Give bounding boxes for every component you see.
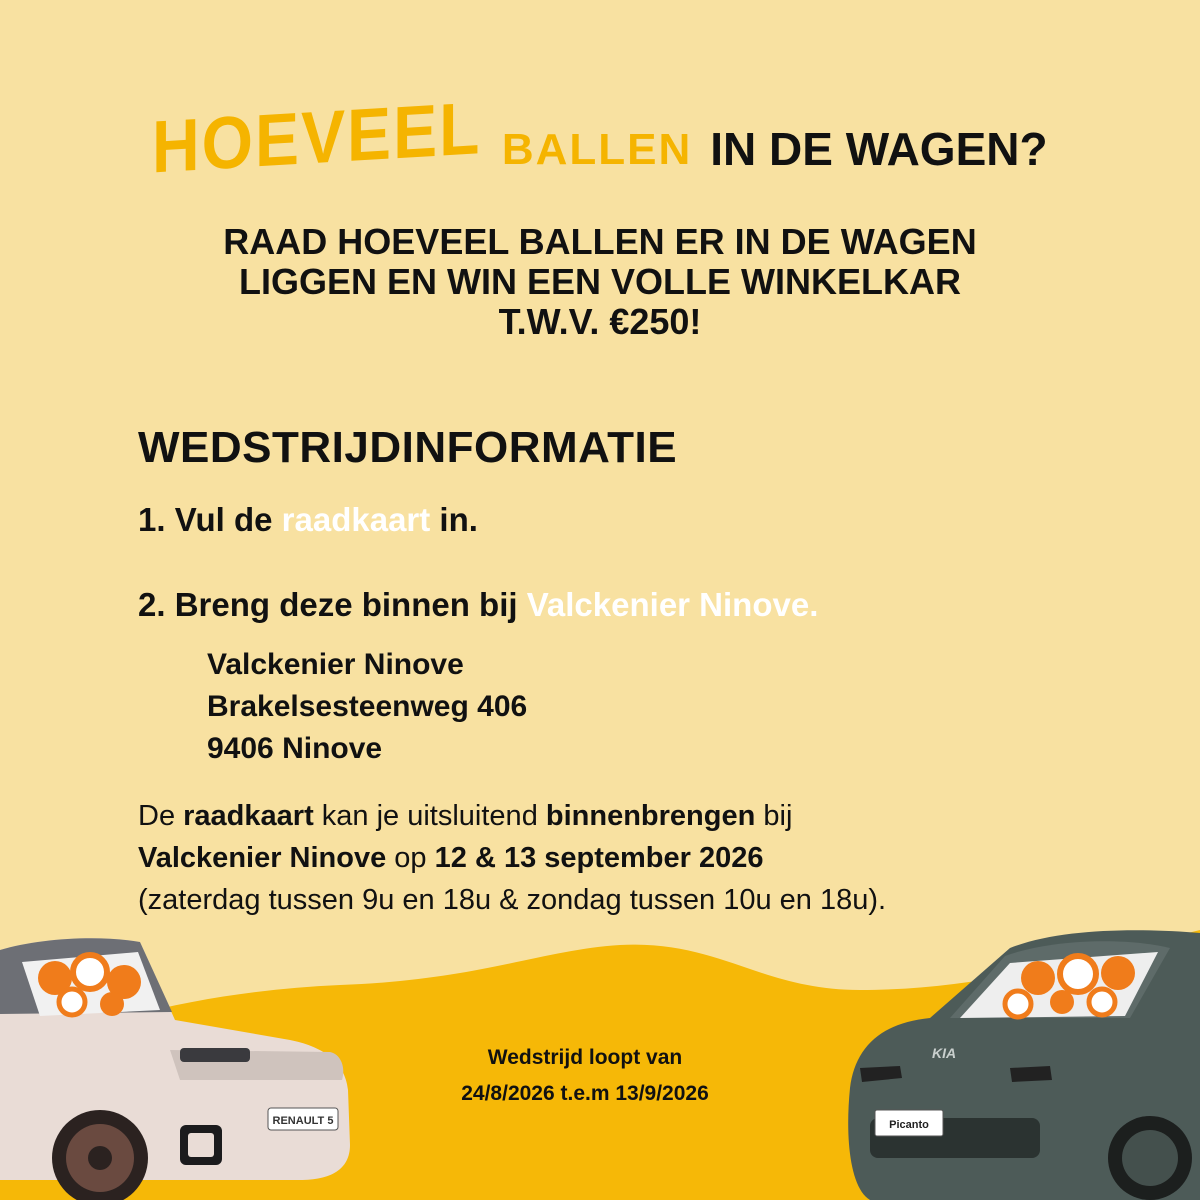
step-2-highlight: Valckenier Ninove. — [526, 586, 819, 623]
note-text: De — [138, 800, 184, 832]
headline-in-de-wagen: IN DE WAGEN? — [710, 123, 1048, 175]
address-line-3: 9406 Ninove — [207, 732, 383, 765]
period-line-2: 24/8/2026 t.e.m 13/9/2026 — [461, 1082, 709, 1105]
period-line-1: Wedstrijd loopt van — [487, 1046, 683, 1069]
submission-note — [138, 795, 1138, 921]
note-text: bij — [755, 800, 793, 832]
step-1-prefix: 1. Vul de — [138, 501, 282, 538]
address-line-2: Brakelsesteenweg 406 — [207, 690, 528, 723]
step-2 — [138, 586, 818, 624]
step-1 — [138, 501, 478, 539]
info-heading: WEDSTRIJDINFORMATIE — [138, 423, 678, 472]
renault-5-car-image — [0, 930, 360, 1200]
kia-logo: KIA — [932, 1045, 957, 1061]
step-2-prefix: 2. Breng deze binnen bij — [138, 586, 527, 623]
subtitle-line-2: LIGGEN EN WIN EEN VOLLE WINKELKAR — [238, 261, 961, 302]
renault-badge: RENAULT 5 — [272, 1115, 334, 1127]
note-bold: binnenbrengen — [545, 800, 756, 832]
note-line-2 — [138, 837, 1138, 879]
dealer-address — [207, 644, 527, 770]
prize-subtitle — [0, 222, 1200, 342]
subtitle-line-3: T.W.V. €250! — [498, 301, 702, 342]
subtitle-line-1: RAAD HOEVEEL BALLEN ER IN DE WAGEN — [223, 221, 977, 262]
step-1-suffix: in. — [430, 501, 478, 538]
address-line-1: Valckenier Ninove — [207, 648, 464, 681]
note-line-1 — [138, 795, 1138, 837]
picanto-badge: Picanto — [889, 1119, 929, 1131]
step-1-highlight: raadkaart — [281, 501, 431, 538]
note-line-3: (zaterdag tussen 9u en 18u & zondag tussen 10u en 18u). — [138, 884, 887, 916]
note-text: op — [386, 842, 435, 874]
note-bold: 12 & 13 september 2026 — [434, 842, 764, 874]
headline — [0, 85, 1200, 189]
headline-ballen: BALLEN — [501, 125, 693, 174]
kia-picanto-car-image — [840, 918, 1200, 1200]
note-text: kan je uitsluitend — [313, 800, 546, 832]
note-bold: raadkaart — [183, 800, 314, 832]
headline-hoeveel: HOEVEEL — [152, 85, 482, 189]
note-bold: Valckenier Ninove — [138, 842, 387, 874]
